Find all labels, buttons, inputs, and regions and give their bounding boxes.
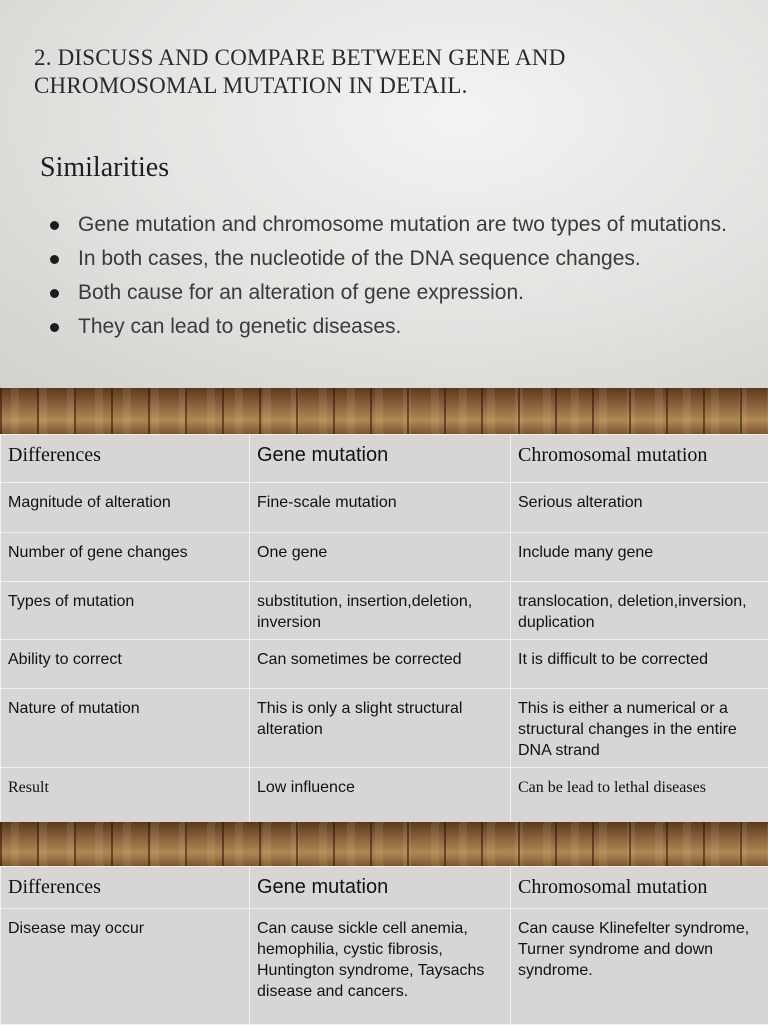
table-row — [1, 768, 768, 825]
similarities-heading: Similarities — [40, 152, 169, 184]
header-differences: Differences — [1, 867, 250, 909]
header-gene-mutation: Gene mutation — [250, 435, 511, 483]
table-cell: This is either a numerical or a structural changes in the entire DNA strand — [511, 689, 768, 768]
table-cell: substitution, insertion,deletion, inversion — [250, 582, 511, 640]
list-item: Both cause for an alteration of gene expression. — [78, 276, 748, 310]
table-cell: Fine-scale mutation — [250, 483, 511, 533]
table-cell: Types of mutation — [1, 582, 250, 640]
table-cell: Can cause Klinefelter syndrome, Turner syndrome and down syndrome. — [511, 909, 768, 1025]
table-cell: This is only a slight structural alteration — [250, 689, 511, 768]
wood-floor-band — [0, 388, 768, 434]
table-cell: Result — [1, 768, 250, 825]
header-differences: Differences — [1, 435, 250, 483]
table-header-row — [1, 435, 768, 483]
title-line-2: CHROMOSOMAL MUTATION IN DETAIL. — [34, 72, 734, 100]
table-row — [1, 533, 768, 582]
table-cell: Serious alteration — [511, 483, 768, 533]
title-line-1: 2. DISCUSS AND COMPARE BETWEEN GENE AND — [34, 44, 734, 72]
differences-table-continued — [0, 866, 768, 1025]
table-cell: Magnitude of alteration — [1, 483, 250, 533]
table-cell: Disease may occur — [1, 909, 250, 1025]
table-row — [1, 909, 768, 1025]
table-row — [1, 582, 768, 640]
list-item: Gene mutation and chromosome mutation are two types of mutations. — [78, 208, 748, 242]
table-cell: Include many gene — [511, 533, 768, 582]
table-cell: Ability to correct — [1, 640, 250, 689]
table-cell: It is difficult to be corrected — [511, 640, 768, 689]
table-cell: Can be lead to lethal diseases — [511, 768, 768, 825]
list-item: In both cases, the nucleotide of the DNA sequence changes. — [78, 242, 748, 276]
table-cell: Can sometimes be corrected — [250, 640, 511, 689]
table-header-row — [1, 867, 768, 909]
similarities-list — [78, 208, 748, 344]
page-title — [34, 44, 734, 100]
table-cell: Number of gene changes — [1, 533, 250, 582]
table-cell: Nature of mutation — [1, 689, 250, 768]
table-cell: Can cause sickle cell anemia, hemophilia, cystic fibrosis, Huntington syndrome, Taysachs disease and cancers. — [250, 909, 511, 1025]
wood-floor-band — [0, 822, 768, 866]
header-gene-mutation: Gene mutation — [250, 867, 511, 909]
table-row — [1, 640, 768, 689]
list-item: They can lead to genetic diseases. — [78, 310, 748, 344]
differences-table — [0, 434, 768, 825]
table-cell: One gene — [250, 533, 511, 582]
table-cell: Low influence — [250, 768, 511, 825]
table-cell: translocation, deletion,inversion, duplication — [511, 582, 768, 640]
table-row — [1, 483, 768, 533]
table-row — [1, 689, 768, 768]
header-chromosomal-mutation: Chromosomal mutation — [511, 867, 768, 909]
header-chromosomal-mutation: Chromosomal mutation — [511, 435, 768, 483]
